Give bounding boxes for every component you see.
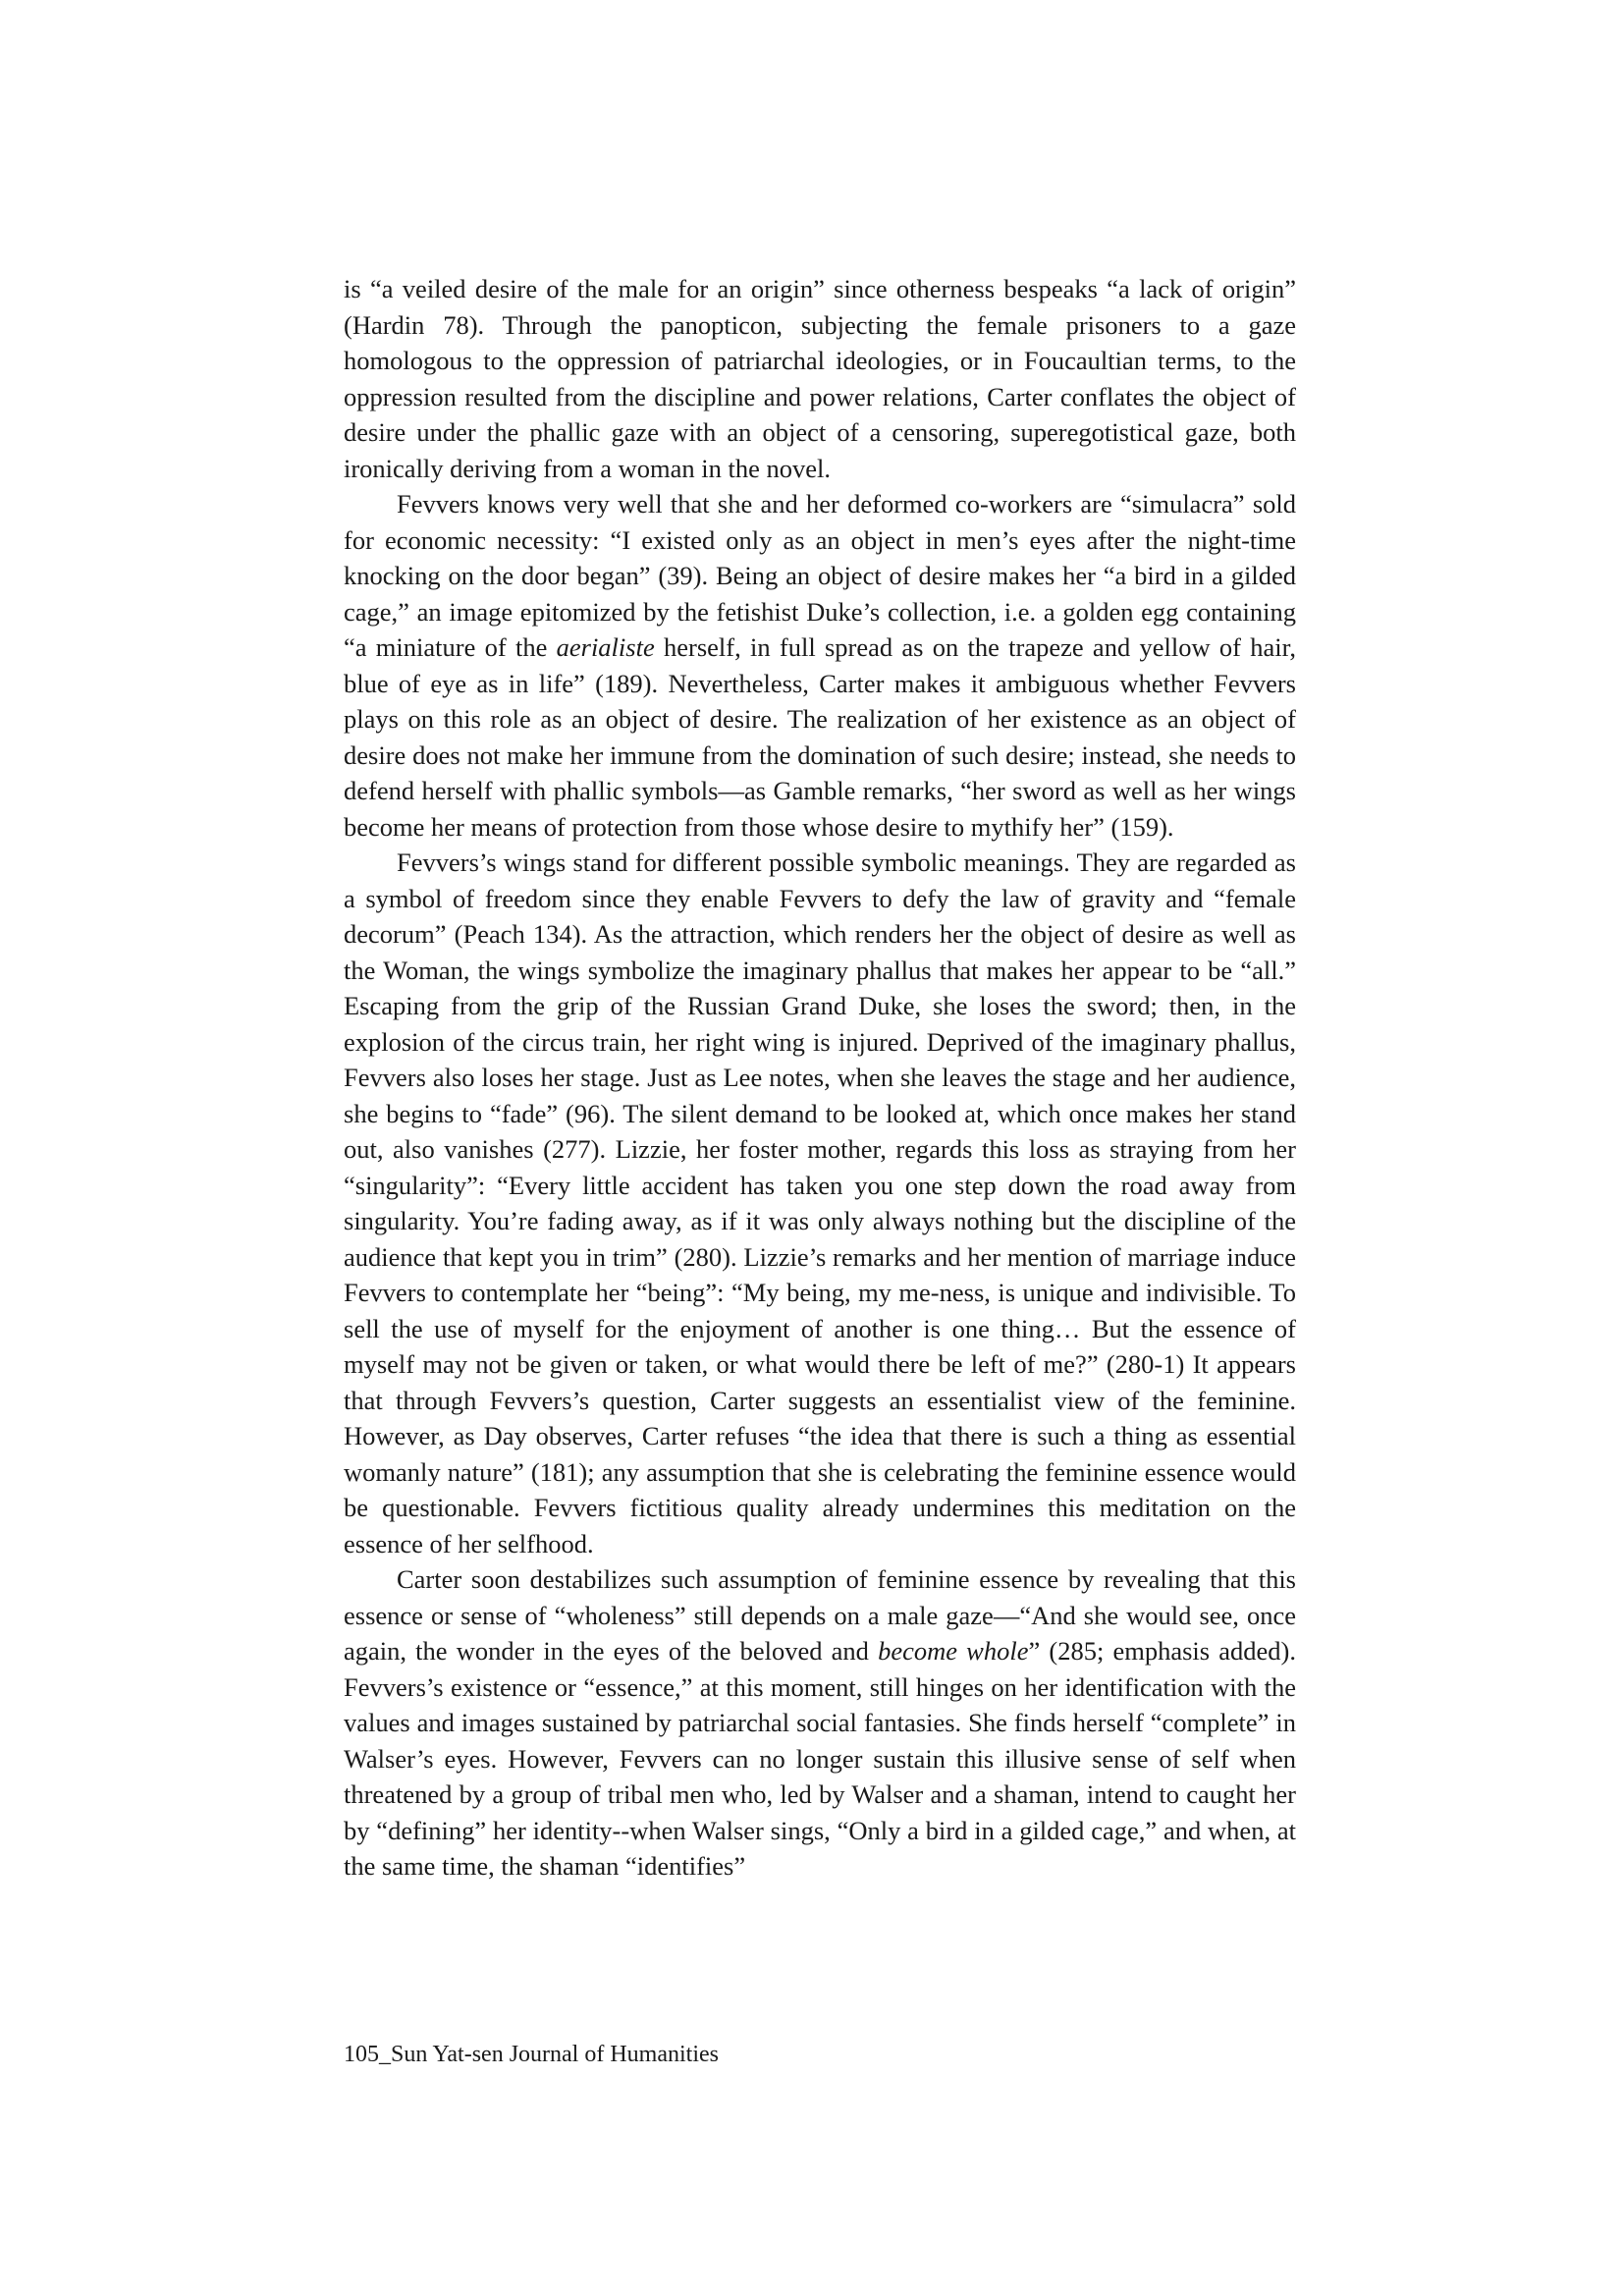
- italic-text: aerialiste: [556, 632, 655, 662]
- paragraph-3: [344, 845, 1296, 1561]
- paragraph-1: [344, 271, 1296, 486]
- text-segment: is “a veiled desire of the male for an origin” since otherness bespeaks “a lack of origin” (Hardin 78). Through the panopticon, subjecting the female prisoners to a gaze homologous to the oppression of patriarchal ideologies, or in Foucaultian terms, to the oppression resulted from the discipline and power relations, Carter conflates the object of desire under the phallic gaze with an object of a censoring, superegotistical gaze, both ironically deriving from a woman in the novel.: [344, 274, 1296, 483]
- text-segment: Carter soon destabilizes such assumption of feminine essence by revealing that this essence or sense of “wholeness” still depends on a male gaze—“And she would see, once again, the wonder in the eyes of the beloved and: [344, 1564, 1296, 1666]
- italic-text: become whole: [878, 1636, 1029, 1666]
- text-segment: herself, in full spread as on the trapeze and yellow of hair, blue of eye as in life” (189). Nevertheless, Carter makes it ambiguous whether Fevvers plays on this role as an object of desire. The realization of her existence as an object of desire does not make her immune from the domination of such desire; instead, she needs to defend herself with phallic symbols—as Gamble remarks, “her sword as well as her wings become her means of protection from those whose desire to mythify her” (159).: [344, 632, 1296, 842]
- text-segment: ” (285; emphasis added). Fevvers’s existence or “essence,” at this moment, still hinges on her identification with the values and images sustained by patriarchal social fantasies. She finds herself “complete” in Walser’s eyes. However, Fevvers can no longer sustain this illusive sense of self when threatened by a group of tribal men who, led by Walser and a shaman, intend to caught her by “defining” her identity--when Walser sings, “Only a bird in a gilded cage,” and when, at the same time, the shaman “identifies”: [344, 1636, 1296, 1881]
- page-body: [344, 271, 1296, 1885]
- text-segment: Fevvers knows very well that she and her deformed co-workers are “simulacra” sold for economic necessity: “I existed only as an object in men’s eyes after the night-time knocking on the door began” (39). Being an object of desire makes her “a bird in a gilded cage,” an image epitomized by the fetishist Duke’s collection, i.e. a golden egg containing “a miniature of the: [344, 489, 1296, 662]
- text-segment: Fevvers’s wings stand for different possible symbolic meanings. They are regarded as a symbol of freedom since they enable Fevvers to defy the law of gravity and “female decorum” (Peach 134). As the attraction, which renders her the object of desire as well as the Woman, the wings symbolize the imaginary phallus that makes her appear to be “all.” Escaping from the grip of the Russian Grand Duke, she loses the sword; then, in the explosion of the circus train, her right wing is injured. Deprived of the imaginary phallus, Fevvers also loses her stage. Just as Lee notes, when she leaves the stage and her audience, she begins to “fade” (96). The silent demand to be looked at, which once makes her stand out, also vanishes (277). Lizzie, her foster mother, regards this loss as straying from her “singularity”: “Every little accident has taken you one step down the road away from singularity. You’re fading away, as if it was only always nothing but the discipline of the audience that kept you in trim” (280). Lizzie’s remarks and her mention of marriage induce Fevvers to contemplate her “being”: “My being, my me-ness, is unique and indivisible. To sell the use of myself for the enjoyment of another is one thing… But the essence of myself may not be given or taken, or what would there be left of me?” (280-1) It appears that through Fevvers’s question, Carter suggests an essentialist view of the feminine. However, as Day observes, Carter refuses “the idea that there is such a thing as essential womanly nature” (181); any assumption that she is celebrating the feminine essence would be questionable. Fevvers fictitious quality already undermines this meditation on the essence of her selfhood.: [344, 847, 1296, 1558]
- page-footer: 105_Sun Yat-sen Journal of Humanities: [344, 2042, 719, 2067]
- paragraph-4: [344, 1561, 1296, 1885]
- paragraph-2: [344, 486, 1296, 845]
